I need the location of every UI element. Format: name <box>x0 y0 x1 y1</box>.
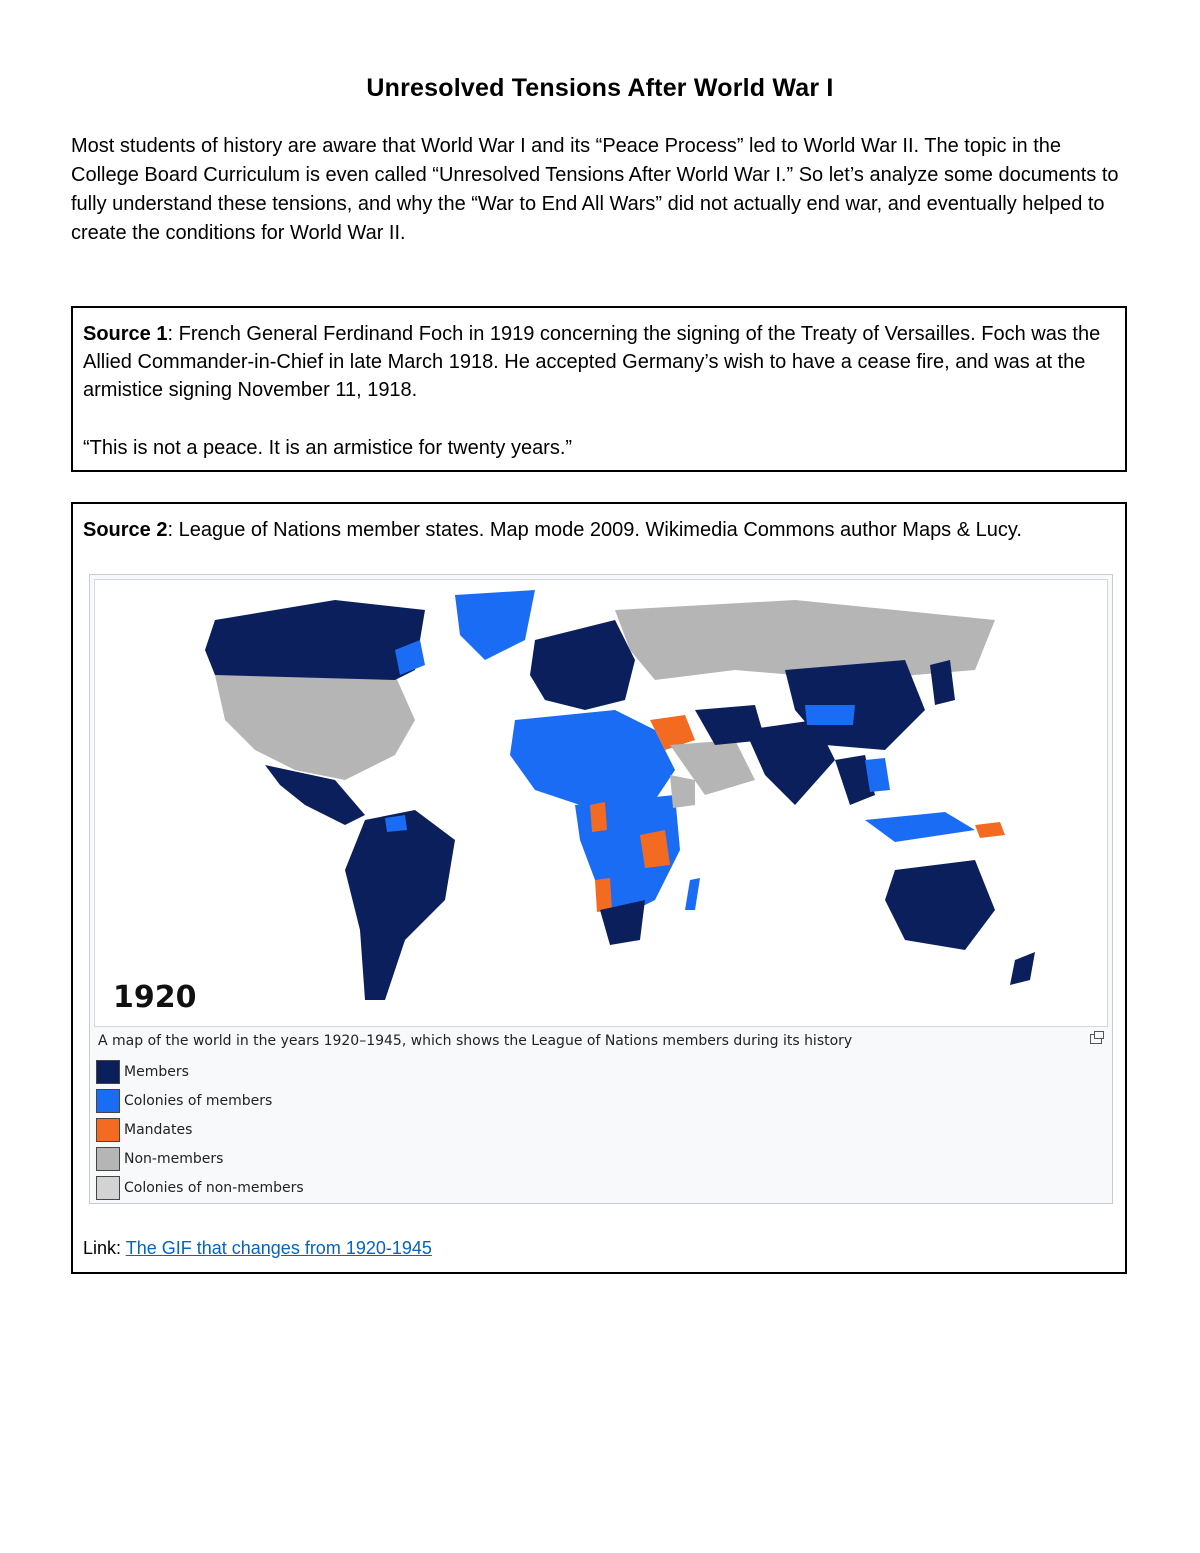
source-1-box <box>71 306 1127 472</box>
source-2-label: Source 2 <box>83 519 168 541</box>
legend-item-members <box>96 1057 304 1086</box>
map-figure <box>89 574 1113 1204</box>
legend-item-colonies-of-members <box>96 1086 304 1115</box>
source-1-text: : French General Ferdinand Foch in 1919 concerning the signing of the Treaty of Versailles. Foch was the Allied Commander-in-Chief in late March 1918. He accepted Germany’s wish to have a cease fire, and was at the armistice signing November 11, 1918. <box>83 323 1101 401</box>
legend-swatch <box>96 1147 120 1171</box>
legend-item-non-members <box>96 1144 304 1173</box>
source-1-description <box>83 320 1115 404</box>
legend-label: Mandates <box>124 1121 193 1138</box>
foch-quote: “This is not a peace. It is an armistice for twenty years.” <box>83 437 573 459</box>
legend-swatch <box>96 1176 120 1200</box>
enlarge-icon[interactable] <box>1090 1034 1102 1044</box>
league-of-nations-map[interactable] <box>94 579 1108 1027</box>
legend-swatch <box>96 1060 120 1084</box>
link-line <box>83 1238 432 1259</box>
cameroon-mandate <box>590 802 607 832</box>
legend-item-colonies-of-non-members <box>96 1173 304 1202</box>
legend-swatch <box>96 1089 120 1113</box>
legend-item-mandates <box>96 1115 304 1144</box>
source-2-box <box>71 502 1127 1274</box>
source-2-description <box>83 516 1115 544</box>
legend-label: Members <box>124 1063 189 1080</box>
gif-link[interactable]: The GIF that changes from 1920-1945 <box>125 1238 432 1258</box>
legend-label: Colonies of non-members <box>124 1179 304 1196</box>
source-1-label: Source 1 <box>83 323 168 345</box>
legend-swatch <box>96 1118 120 1142</box>
intro-paragraph: Most students of history are aware that World War I and its “Peace Process” led to World War II. The topic in the College Board Curriculum is even called “Unresolved Tensions After World War I.” So let’s analyze some documents to fully understand these tensions, and why the “War to End All Wars” did not actually end war, and eventually helped to create the conditions for World War II. <box>71 135 1119 244</box>
map-caption: A map of the world in the years 1920–1945, which shows the League of Nations members during its history <box>98 1033 853 1049</box>
page-title: Unresolved Tensions After World War I <box>366 74 834 102</box>
legend-label: Non-members <box>124 1150 224 1167</box>
tibet-region <box>805 705 855 725</box>
map-legend <box>96 1057 304 1202</box>
legend-label: Colonies of members <box>124 1092 273 1109</box>
ethiopia-region <box>670 775 695 808</box>
source-2-text: : League of Nations member states. Map mode 2009. Wikimedia Commons author Maps & Lucy. <box>167 519 1022 541</box>
link-prefix: Link: <box>83 1238 122 1258</box>
south-west-africa-mandate <box>595 878 612 912</box>
map-year-label: 1920 <box>113 980 197 1015</box>
guianas-region <box>385 815 407 832</box>
tanganyika-mandate <box>640 830 670 868</box>
world-map-graphic <box>95 580 1107 1026</box>
